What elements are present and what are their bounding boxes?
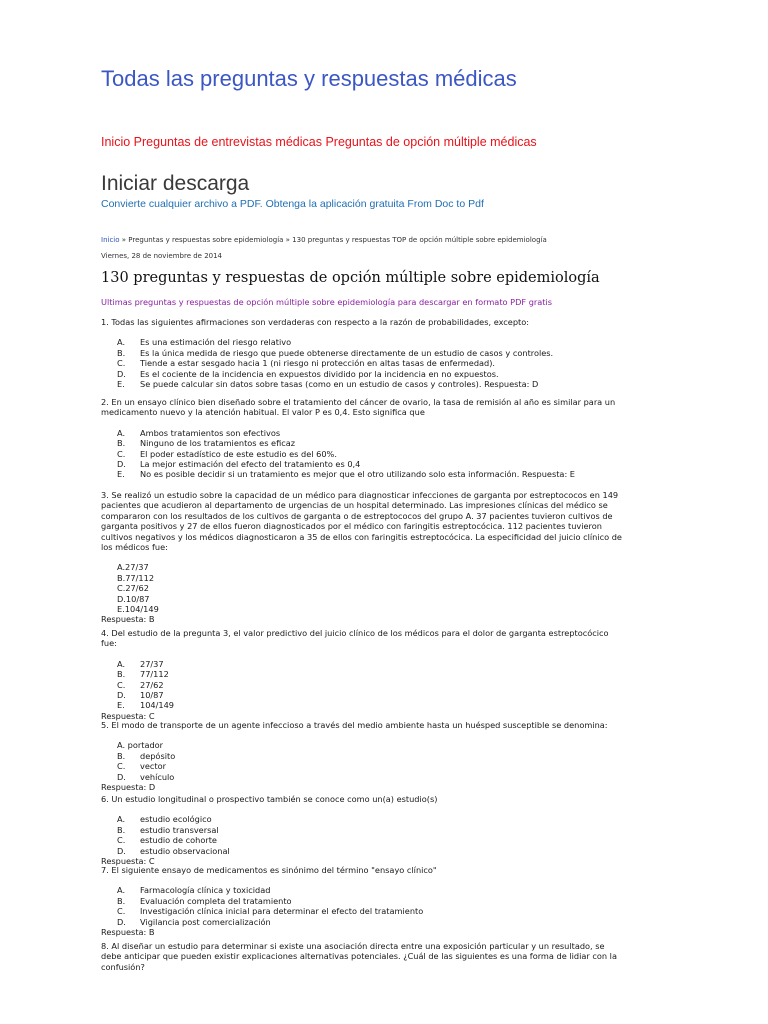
- option-list: [101, 659, 646, 711]
- article-intro: Ultimas preguntas y respuestas de opción múltiple sobre epidemiología para descargar en formato PDF gratis: [101, 297, 553, 307]
- breadcrumb-home[interactable]: Inicio: [101, 236, 120, 244]
- option-item: B. 77/112: [117, 669, 169, 680]
- article-title: 130 preguntas y respuestas de opción múltiple sobre epidemiología: [101, 270, 600, 286]
- option-item: E. Se puede calcular sin datos sobre tasas (como en un estudio de casos y controles). Respuesta: D: [117, 379, 539, 390]
- question-stem: confusión?: [101, 961, 145, 972]
- option-item: C. El poder estadístico de este estudio es del 60%.: [117, 448, 337, 459]
- answer-text: Respuesta: C: [101, 710, 155, 721]
- breadcrumb-sep: »: [283, 236, 293, 244]
- option-item: A. Es una estimación del riesgo relativo: [117, 337, 292, 348]
- option-list: [101, 562, 646, 614]
- question-stem: 2. En un ensayo clínico bien diseñado sobre el tratamiento del cáncer de ovario, la tasa de remisión al año es similar para un: [101, 397, 616, 407]
- option-item: B. Evaluación completa del tratamiento: [117, 895, 292, 906]
- option-item: A. Ambos tratamientos son efectivos: [117, 427, 281, 438]
- option-item: B.77/112: [117, 572, 155, 583]
- option-item: D. Vigilancia post comercialización: [117, 916, 271, 927]
- option-item: E. No es posible decidir si un tratamiento es mejor que el otro utilizando solo esta información. Respuesta: E: [117, 469, 575, 480]
- question-4: [101, 628, 646, 721]
- answer-text: Respuesta: B: [101, 614, 155, 625]
- option-item: B. depósito: [117, 750, 176, 761]
- question-stem: 5. El modo de transporte de un agente infeccioso a través del medio ambiente hasta un huésped susceptible se denomina:: [101, 720, 608, 730]
- option-item: B. Ninguno de los tratamientos es eficaz: [117, 438, 296, 449]
- option-list: [101, 885, 646, 927]
- question-stem: garganta positivos y 27 de ellos fueron diagnosticados por el médico con faringitis estreptocócica. 112 pacientes tuvieron: [101, 521, 602, 532]
- question-3: [101, 490, 646, 625]
- question-stem: los médicos fue:: [101, 542, 168, 553]
- download-title[interactable]: Iniciar descarga: [101, 172, 250, 195]
- option-item: D. Es el cociente de la incidencia en expuestos dividido por la incidencia en no expuestos.: [117, 368, 499, 379]
- option-item: D. vehículo: [117, 771, 175, 782]
- question-stem: 8. Al diseñar un estudio para determinar si existe una asociación directa entre una exposición particular y un resultado, se: [101, 941, 605, 951]
- question-stem: 1. Todas las siguientes afirmaciones son verdaderas con respecto a la razón de probabilidades, excepto:: [101, 317, 529, 327]
- answer-text: Respuesta: B: [101, 927, 155, 938]
- answer-text: Respuesta: D: [101, 782, 156, 793]
- nav-entrevistas[interactable]: Preguntas de entrevistas médicas: [133, 135, 322, 149]
- answer-text: Respuesta: C: [101, 856, 155, 867]
- nav-opcion-multiple[interactable]: Preguntas de opción múltiple médicas: [325, 135, 537, 149]
- option-item: A.27/37: [117, 562, 149, 573]
- option-item: C. estudio de cohorte: [117, 835, 217, 846]
- option-item: D.10/87: [117, 593, 150, 604]
- breadcrumb-sep: »: [119, 236, 129, 244]
- option-item: C. Investigación clínica inicial para determinar el efecto del tratamiento: [117, 906, 424, 917]
- option-list: [101, 814, 646, 856]
- option-list: [101, 740, 646, 782]
- site-title[interactable]: Todas las preguntas y respuestas médicas: [101, 66, 517, 91]
- option-item: D. La mejor estimación del efecto del tratamiento es 0,4: [117, 459, 361, 470]
- option-item: A. 27/37: [117, 658, 164, 669]
- question-stem: debe anticipar que pueden existir explicaciones alternativas potenciales. ¿Cuál de las siguientes es una forma de lidiar con la: [101, 951, 617, 962]
- question-7: [101, 865, 646, 937]
- question-stem: medicamento nuevo y la atención habitual. El valor P es 0,4. Esto significa que: [101, 407, 425, 418]
- top-nav: [101, 135, 537, 149]
- question-1: [101, 317, 646, 389]
- question-8: [101, 941, 646, 972]
- question-stem: cultivos negativos y los médicos diagnosticaron a 35 de ellos con faringitis estreptocócica. La especificidad del juicio clínico de: [101, 531, 622, 542]
- question-stem: pacientes que acudieron al departamento de urgencias de un hospital determinado. Las impresiones clínicas del médico se: [101, 500, 608, 511]
- breadcrumb-section[interactable]: Preguntas y respuestas sobre epidemiología: [128, 236, 284, 244]
- option-list: [101, 337, 646, 389]
- question-5: [101, 720, 646, 792]
- question-stem: 3. Se realizó un estudio sobre la capacidad de un médico para diagnosticar infecciones de garganta por estreptococos en 149: [101, 490, 619, 500]
- question-2: [101, 397, 646, 480]
- breadcrumb: [101, 236, 547, 244]
- question-stem: 7. El siguiente ensayo de medicamentos es sinónimo del término "ensayo clínico": [101, 865, 437, 875]
- option-item: D. estudio observacional: [117, 845, 230, 856]
- question-stem: 4. Del estudio de la pregunta 3, el valor predictivo del juicio clínico de los médicos para el dolor de garganta estreptocócico: [101, 628, 609, 638]
- breadcrumb-current: 130 preguntas y respuestas TOP de opción múltiple sobre epidemiología: [292, 236, 547, 244]
- option-item: C. Tiende a estar sesgado hacia 1 (ni riesgo ni protección en altas tasas de enfermedad).: [117, 358, 496, 369]
- option-item: B. Es la única medida de riesgo que puede obtenerse directamente de un estudio de casos y controles.: [117, 347, 554, 358]
- option-item: B. estudio transversal: [117, 824, 219, 835]
- question-6: [101, 794, 646, 866]
- option-item: C. 27/62: [117, 679, 164, 690]
- post-date: Viernes, 28 de noviembre de 2014: [101, 252, 223, 260]
- option-item: E. 104/149: [117, 700, 175, 711]
- option-item: A. portador: [117, 740, 164, 751]
- option-list: [101, 428, 646, 480]
- option-item: A. Farmacología clínica y toxicidad: [117, 885, 271, 896]
- option-item: D. 10/87: [117, 690, 164, 701]
- question-stem: fue:: [101, 638, 117, 649]
- question-stem: 6. Un estudio longitudinal o prospectivo también se conoce como un(a) estudio(s): [101, 794, 438, 804]
- option-item: A. estudio ecológico: [117, 814, 212, 825]
- option-item: E.104/149: [117, 604, 159, 615]
- option-item: C.27/62: [117, 583, 149, 594]
- nav-inicio[interactable]: Inicio: [101, 135, 131, 149]
- download-subtitle[interactable]: Convierte cualquier archivo a PDF. Obtenga la aplicación gratuita From Doc to Pdf: [101, 198, 484, 210]
- option-item: C. vector: [117, 761, 166, 772]
- question-stem: compararon con los resultados de los cultivos de garganta o de estreptococos del grupo A. 37 pacientes tuvieron cultivos de: [101, 510, 613, 521]
